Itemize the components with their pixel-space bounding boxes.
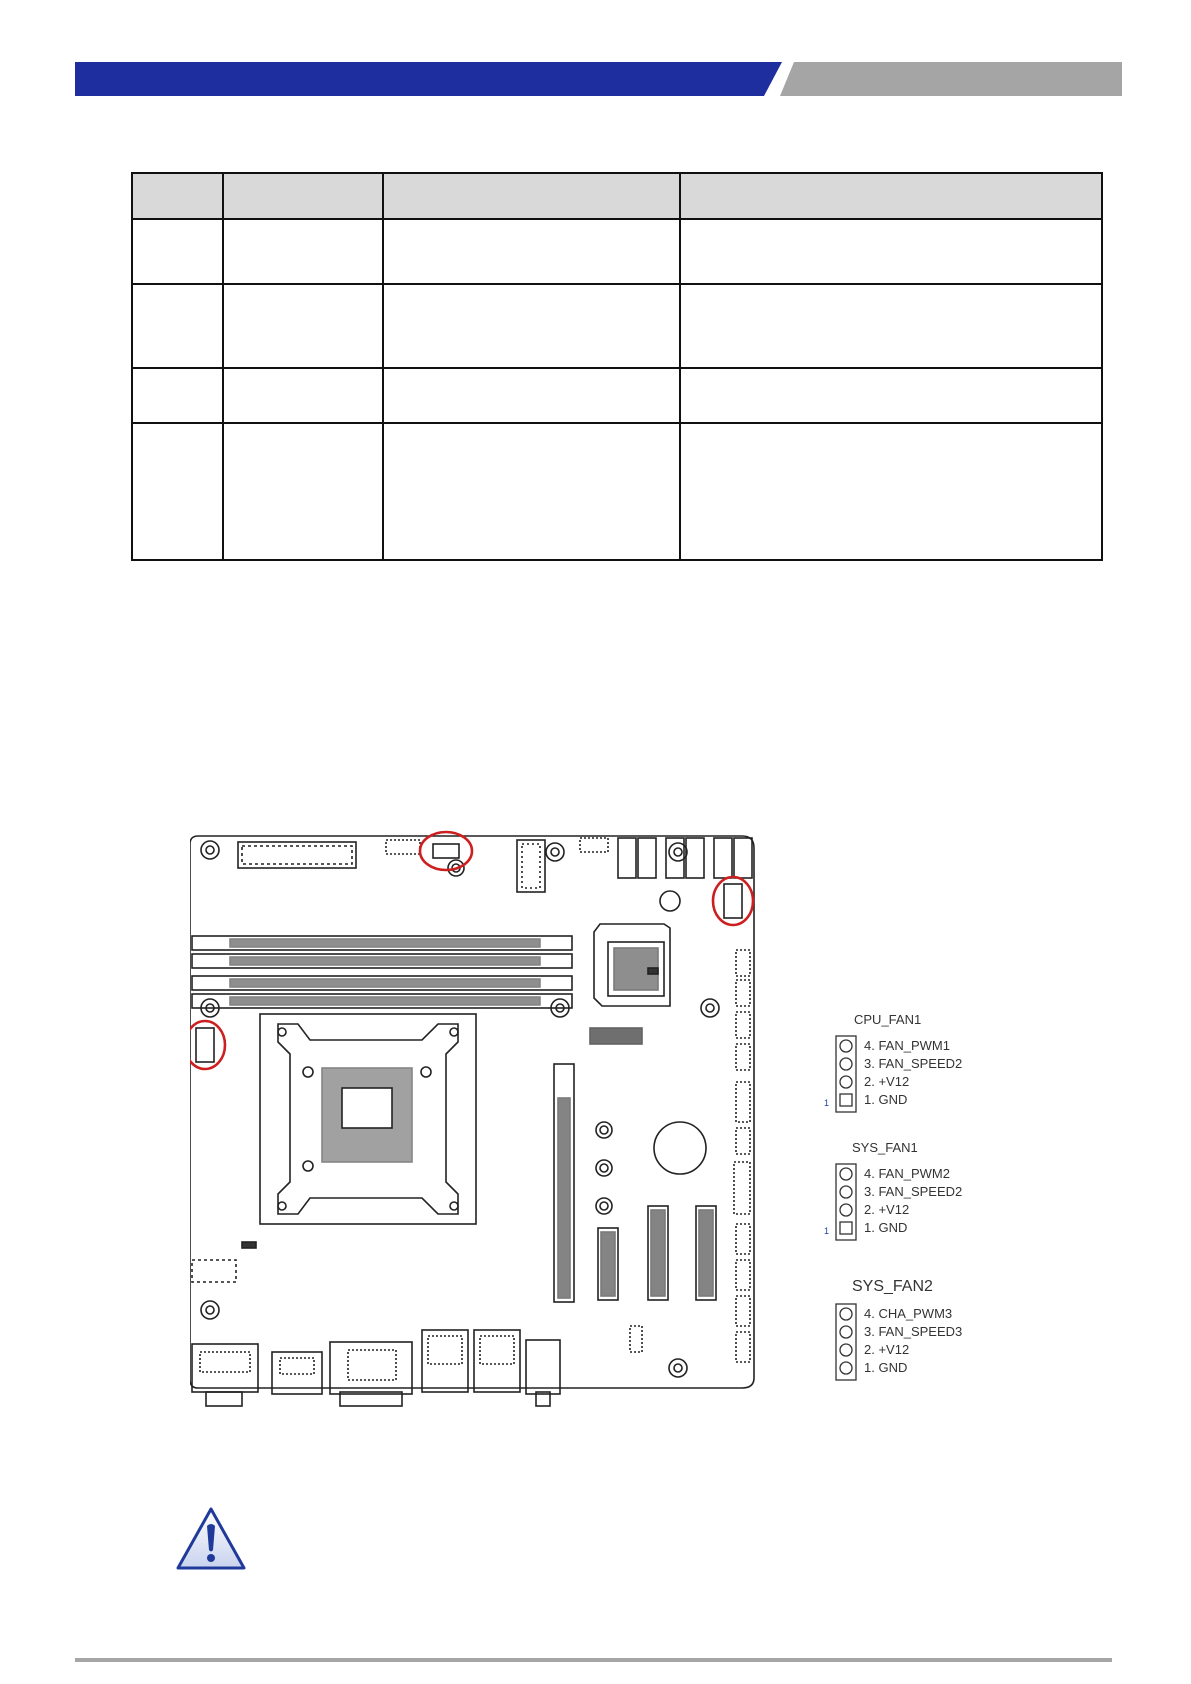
footer-rule	[75, 1658, 1112, 1662]
cpu-fan1-pin-diagram	[834, 1034, 858, 1114]
pcie-slots	[554, 1064, 716, 1302]
warning-triangle-icon	[175, 1506, 247, 1572]
sys-fan1-header	[724, 884, 742, 918]
sys-fan2-pin2: 2. +V12	[864, 1342, 910, 1357]
sys-fan1-pin-diagram	[834, 1162, 858, 1242]
sys-fan2-title: SYS_FAN2	[852, 1278, 933, 1295]
sys-fan2-pin4: 4. CHA_PWM3	[864, 1306, 953, 1321]
table-cell	[383, 423, 680, 560]
table-cell	[132, 284, 223, 368]
dimm-slots	[192, 936, 572, 1008]
connector-spec-table	[131, 172, 1103, 561]
table-cell	[680, 368, 1102, 423]
fan-pinout-legends	[810, 1000, 1040, 1400]
cpu-fan1-pin1-mark: 1	[824, 1098, 830, 1108]
sys-fan1-pin1: 1. GND	[864, 1220, 908, 1235]
header-bar-grey	[780, 62, 1122, 96]
table-header-cell	[223, 173, 383, 219]
sys-fan1-pin4: 4. FAN_PWM2	[864, 1166, 950, 1181]
table-row	[132, 423, 1102, 560]
cpu-socket	[260, 1014, 476, 1224]
sys-fan1-pin2: 2. +V12	[864, 1202, 910, 1217]
cpu-fan1-title: CPU_FAN1	[854, 1012, 922, 1027]
table-cell	[223, 219, 383, 284]
table-cell	[223, 368, 383, 423]
board-outline	[190, 836, 754, 1388]
table-cell	[383, 219, 680, 284]
table-header-row	[132, 173, 1102, 219]
sys-fan2-pin-diagram	[834, 1302, 858, 1382]
table-cell	[680, 423, 1102, 560]
sys-fan1-title: SYS_FAN1	[852, 1140, 918, 1155]
cpu-fan1-pin3: 3. FAN_SPEED2	[864, 1056, 963, 1071]
motherboard-layout-diagram	[190, 828, 770, 1408]
cpu-fan1-pin4: 4. FAN_PWM1	[864, 1038, 950, 1053]
table-header-cell	[680, 173, 1102, 219]
cmos-battery	[654, 1122, 706, 1174]
cpu-fan-header	[433, 844, 459, 858]
table-row	[132, 368, 1102, 423]
header-bar-blue	[75, 62, 782, 96]
right-edge-headers	[734, 950, 750, 1362]
cpu-fan1-pin2: 2. +V12	[864, 1074, 910, 1089]
table-cell	[383, 284, 680, 368]
table-cell	[680, 219, 1102, 284]
table-row	[132, 219, 1102, 284]
rear-io-ports	[192, 1330, 560, 1406]
sys-fan2-pin3: 3. FAN_SPEED3	[864, 1324, 963, 1339]
table-header-cell	[383, 173, 680, 219]
table-cell	[383, 368, 680, 423]
sys-fan1-pin3: 3. FAN_SPEED2	[864, 1184, 963, 1199]
table-cell	[680, 284, 1102, 368]
table-row	[132, 284, 1102, 368]
table-header-cell	[132, 173, 223, 219]
sys-fan1-pin1-mark: 1	[824, 1226, 830, 1236]
table-cell	[132, 368, 223, 423]
table-cell	[132, 219, 223, 284]
cpu-fan1-pin1: 1. GND	[864, 1092, 908, 1107]
sys-fan2-header	[196, 1028, 214, 1062]
table-cell	[223, 284, 383, 368]
mounting-holes	[201, 841, 719, 1377]
table-cell	[223, 423, 383, 560]
table-cell	[132, 423, 223, 560]
sys-fan2-pin1: 1. GND	[864, 1360, 908, 1375]
